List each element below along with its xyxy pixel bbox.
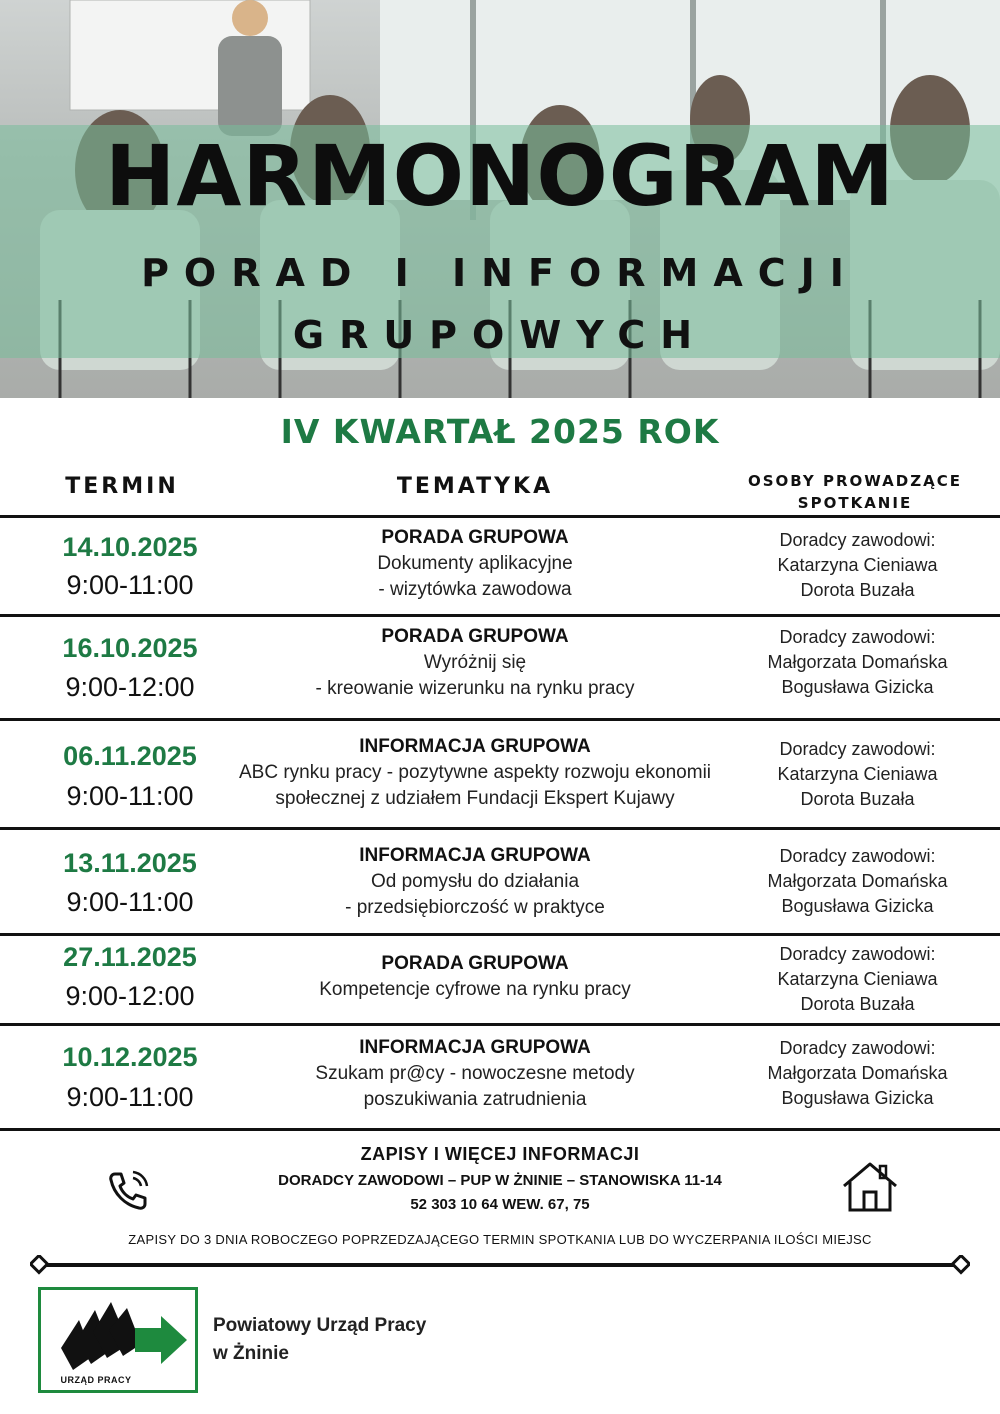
row-time: 9:00-11:00 [66, 887, 194, 917]
organization-name-line2: w Żninie [213, 1343, 289, 1364]
table-divider [0, 515, 1000, 518]
row-topic [235, 950, 715, 1003]
table-divider [0, 827, 1000, 830]
row-topic [235, 524, 715, 603]
row-date: 13.11.2025 [63, 848, 197, 878]
table-divider [0, 1023, 1000, 1026]
organization-name [213, 1312, 426, 1368]
row-type: PORADA GRUPOWA [381, 626, 569, 647]
row-person-1: Katarzyna Cieniawa [777, 764, 938, 784]
row-person-2: Dorota Buzała [800, 580, 915, 600]
row-desc-line1: Szukam pr@cy - nowoczesne metody [315, 1063, 635, 1084]
row-desc-line1: Dokumenty aplikacyjne [377, 553, 573, 574]
row-person-1: Katarzyna Cieniawa [777, 969, 938, 989]
row-type: INFORMACJA GRUPOWA [359, 1037, 591, 1058]
row-date: 27.11.2025 [63, 942, 197, 972]
registration-title: ZAPISY I WIĘCEJ INFORMACJI [360, 1144, 640, 1164]
row-person-1: Małgorzata Domańska [767, 871, 948, 891]
row-people [735, 528, 980, 603]
page-subtitle-line2: GRUPOWYCH [292, 313, 708, 357]
row-desc-line2: - wizytówka zawodowa [378, 579, 572, 600]
row-time: 9:00-12:00 [65, 672, 195, 702]
row-person-2: Bogusława Gizicka [781, 677, 934, 697]
row-date: 06.11.2025 [63, 741, 197, 771]
page-title: HARMONOGRAM [105, 127, 895, 225]
row-person-2: Dorota Buzała [800, 789, 915, 809]
table-divider [0, 614, 1000, 617]
row-time: 9:00-11:00 [66, 781, 194, 811]
row-desc-line2: społecznej z udziałem Fundacji Ekspert Kujawy [275, 788, 675, 809]
page-subtitle-line1: PORAD I INFORMACJI [141, 251, 859, 295]
row-topic [235, 1034, 715, 1113]
house-icon [840, 1160, 900, 1219]
row-desc-line2: - przedsiębiorczość w praktyce [345, 897, 605, 918]
header-tematyka: TEMATYKA [396, 474, 554, 499]
row-type: INFORMACJA GRUPOWA [359, 736, 591, 757]
hero-banner [0, 0, 1000, 398]
row-type: PORADA GRUPOWA [381, 527, 569, 548]
row-desc-line2: poszukiwania zatrudnienia [363, 1089, 587, 1110]
row-desc-line1: Kompetencje cyfrowe na rynku pracy [319, 979, 631, 1000]
row-desc-line1: Od pomysłu do działania [370, 871, 580, 892]
row-desc-line1: Wyróżnij się [423, 652, 527, 673]
row-topic [235, 623, 715, 702]
row-people [735, 1036, 980, 1111]
row-time: 9:00-12:00 [65, 981, 195, 1011]
row-date: 16.10.2025 [62, 633, 198, 663]
row-date: 10.12.2025 [62, 1042, 198, 1072]
registration-note: ZAPISY DO 3 DNIA ROBOCZEGO POPRZEDZAJĄCEGO TERMIN SPOTKANIA LUB DO WYCZERPANIA ILOŚCI MIEJSC [128, 1232, 872, 1247]
row-people-label: Doradcy zawodowi: [779, 530, 936, 550]
row-people-label: Doradcy zawodowi: [779, 944, 936, 964]
row-people [735, 942, 980, 1017]
row-type: PORADA GRUPOWA [381, 953, 569, 974]
phone-icon [105, 1168, 151, 1219]
row-person-2: Bogusława Gizicka [781, 1088, 934, 1108]
header-osoby-line2: SPOTKANIE [797, 494, 913, 512]
header-osoby-line1: OSOBY PROWADZĄCE [748, 472, 962, 490]
header-termin: TERMIN [65, 474, 179, 499]
table-divider [0, 933, 1000, 936]
row-topic [235, 842, 715, 921]
row-person-2: Dorota Buzała [800, 994, 915, 1014]
row-person-1: Małgorzata Domańska [767, 652, 948, 672]
row-time: 9:00-11:00 [66, 1082, 194, 1112]
row-people-label: Doradcy zawodowi: [779, 627, 936, 647]
row-people [735, 844, 980, 919]
row-desc-line1: ABC rynku pracy - pozytywne aspekty rozwoju ekonomii [238, 762, 712, 783]
row-people-label: Doradcy zawodowi: [779, 846, 936, 866]
row-people [735, 737, 980, 812]
row-people-label: Doradcy zawodowi: [779, 1038, 936, 1058]
row-topic [235, 733, 715, 812]
contact-line: DORADCY ZAWODOWI – PUP W ŻNINIE – STANOWISKA 11-14 [278, 1172, 722, 1189]
ornamental-divider [30, 1255, 970, 1275]
row-date: 14.10.2025 [62, 532, 198, 562]
urzad-pracy-logo [38, 1287, 198, 1393]
row-people-label: Doradcy zawodowi: [779, 739, 936, 759]
row-time: 9:00-11:00 [66, 570, 194, 600]
logo-text: URZĄD PRACY [60, 1375, 132, 1385]
header-osoby [735, 470, 975, 514]
row-people [735, 625, 980, 700]
row-desc-line2: - kreowanie wizerunku na rynku pracy [315, 678, 635, 699]
phone-number: 52 303 10 64 WEW. 67, 75 [410, 1196, 590, 1213]
quarter-label: IV KWARTAŁ 2025 ROK [280, 412, 720, 451]
row-type: INFORMACJA GRUPOWA [359, 845, 591, 866]
row-person-1: Katarzyna Cieniawa [777, 555, 938, 575]
table-divider [0, 718, 1000, 721]
row-person-1: Małgorzata Domańska [767, 1063, 948, 1083]
row-person-2: Bogusława Gizicka [781, 896, 934, 916]
organization-name-line1: Powiatowy Urząd Pracy [213, 1315, 427, 1336]
table-divider [0, 1128, 1000, 1131]
